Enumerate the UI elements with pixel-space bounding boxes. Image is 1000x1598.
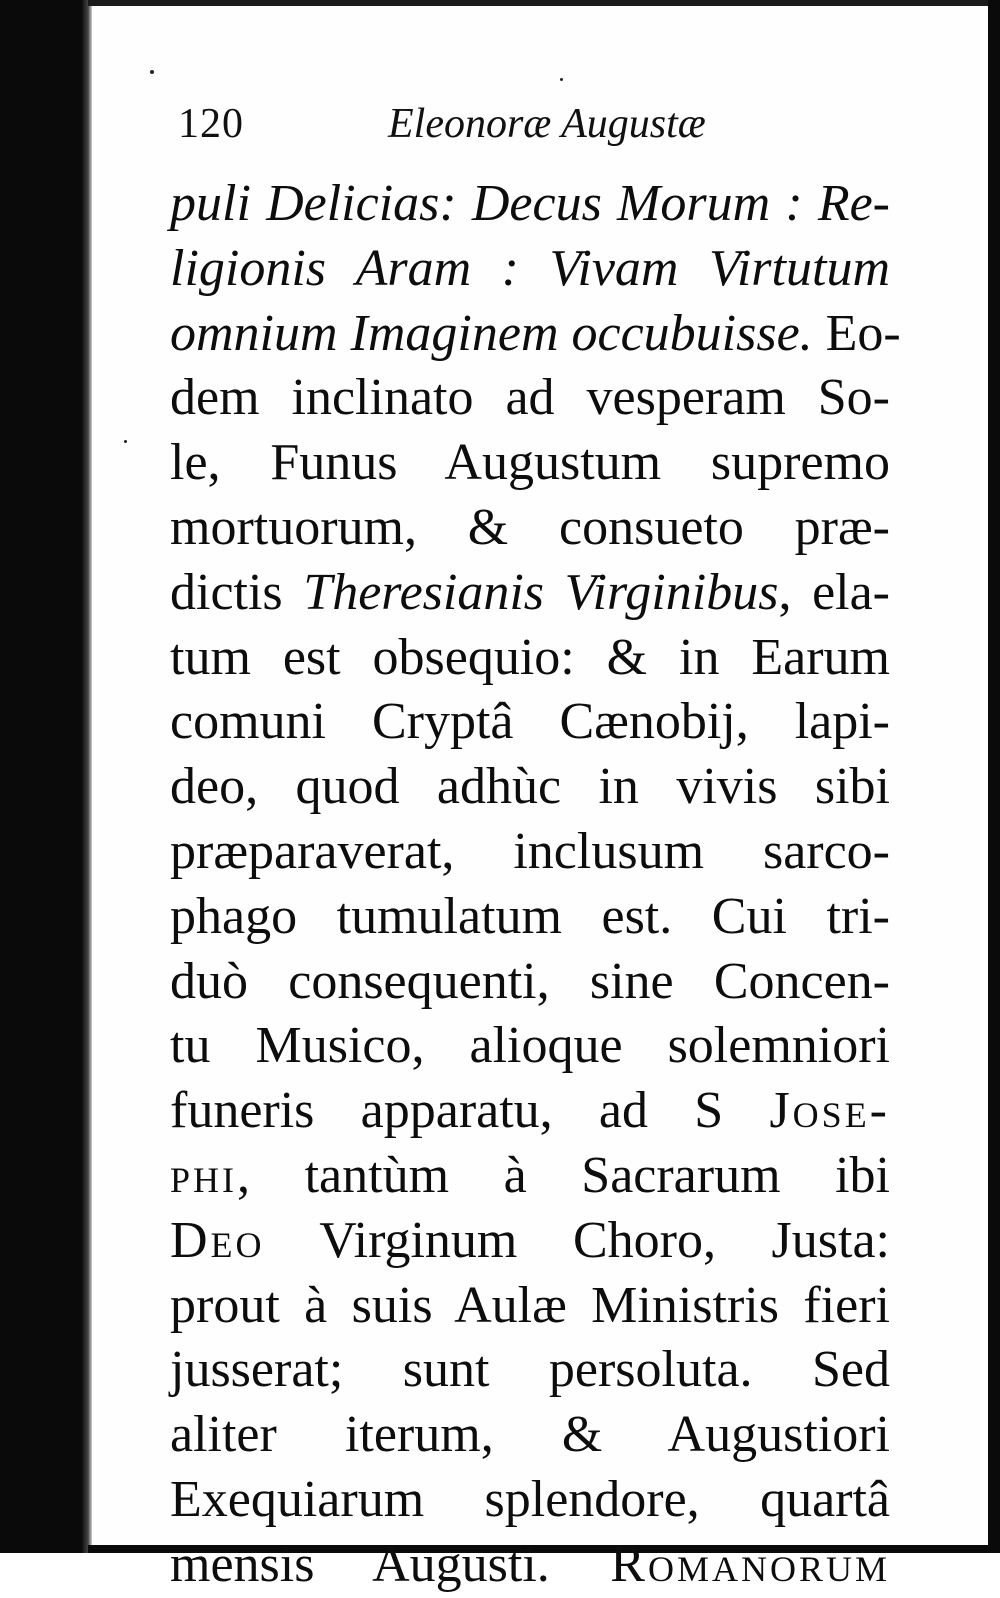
text-segment: duò consequenti, sine Concen- bbox=[170, 952, 890, 1010]
text-segment: mortuorum, & consueto præ- bbox=[170, 498, 890, 556]
running-head: Eleonoræ Augustæ bbox=[388, 101, 706, 147]
text-segment: prout à suis Aulæ Ministris fieri bbox=[170, 1276, 890, 1334]
text-segment: Romanorum bbox=[610, 1535, 890, 1593]
text-segment: mensis Augusti. bbox=[170, 1535, 611, 1593]
text-line bbox=[170, 431, 890, 496]
gutter-gradient bbox=[82, 0, 92, 1553]
text-line bbox=[170, 1468, 890, 1533]
page-number: 120 bbox=[178, 101, 244, 147]
text-segment: jusserat; sunt persoluta. Sed bbox=[170, 1341, 890, 1399]
text-line bbox=[170, 885, 890, 950]
text-segment: præparaverat, inclusum sarco- bbox=[170, 822, 890, 880]
text-line bbox=[170, 1533, 890, 1598]
text-segment: Jose- bbox=[769, 1082, 890, 1140]
text-segment: aliter iterum, & Augustiori bbox=[170, 1406, 890, 1464]
text-line bbox=[170, 1209, 890, 1274]
text-line bbox=[170, 302, 901, 367]
text-line bbox=[170, 561, 890, 626]
text-line bbox=[170, 1144, 890, 1209]
text-line bbox=[170, 172, 890, 237]
text-segment: le, Funus Augustum supremo bbox=[170, 434, 890, 492]
text-line bbox=[170, 755, 890, 820]
text-segment: Deo bbox=[170, 1211, 265, 1269]
text-segment: deo, quod adhùc in vivis sibi bbox=[170, 758, 890, 816]
text-segment: omnium Imaginem occubuisse. bbox=[170, 304, 813, 362]
text-segment: dem inclinato ad vesperam So- bbox=[170, 369, 890, 427]
text-line bbox=[170, 1403, 890, 1468]
text-line bbox=[170, 950, 890, 1015]
text-segment: phago tumulatum est. Cui tri- bbox=[170, 887, 890, 945]
text-segment: Eo- bbox=[812, 304, 901, 362]
text-line bbox=[170, 1014, 890, 1079]
text-line bbox=[170, 1274, 890, 1339]
text-line bbox=[170, 496, 890, 561]
text-line bbox=[170, 820, 890, 885]
text-segment: Exequiarum splendore, quartâ bbox=[170, 1470, 890, 1528]
page-header bbox=[178, 100, 738, 160]
text-line bbox=[170, 237, 890, 302]
body-text bbox=[170, 172, 901, 1598]
text-segment: phi bbox=[170, 1146, 238, 1204]
book-gutter-shadow bbox=[0, 0, 88, 1553]
ink-speck bbox=[560, 78, 563, 81]
text-segment: tu Musico, alioque solemniori bbox=[170, 1017, 890, 1075]
text-segment: tum est obsequio: & in Earum bbox=[170, 628, 890, 686]
text-segment: comuni Cryptâ Cænobij, lapi- bbox=[170, 693, 890, 751]
text-segment: dictis bbox=[170, 563, 304, 621]
text-line bbox=[170, 690, 890, 755]
text-line bbox=[170, 366, 890, 431]
text-segment: , tantùm à Sacrarum ibi bbox=[237, 1146, 890, 1204]
text-segment: , ela- bbox=[778, 563, 890, 621]
text-line bbox=[170, 1338, 890, 1403]
text-line bbox=[170, 1079, 890, 1144]
text-segment: puli Delicias: Decus Morum : Re- bbox=[170, 175, 890, 232]
text-segment: funeris apparatu, ad S bbox=[170, 1082, 770, 1140]
ink-speck bbox=[150, 70, 154, 74]
text-segment: Theresianis Virginibus bbox=[303, 563, 779, 621]
text-segment: ligionis Aram : Vivam Virtutum bbox=[170, 239, 890, 297]
right-edge-shadow bbox=[988, 0, 1000, 1553]
ink-speck bbox=[124, 440, 127, 443]
text-line bbox=[170, 626, 890, 691]
text-segment: Virginum Choro, Justa: bbox=[264, 1211, 890, 1269]
